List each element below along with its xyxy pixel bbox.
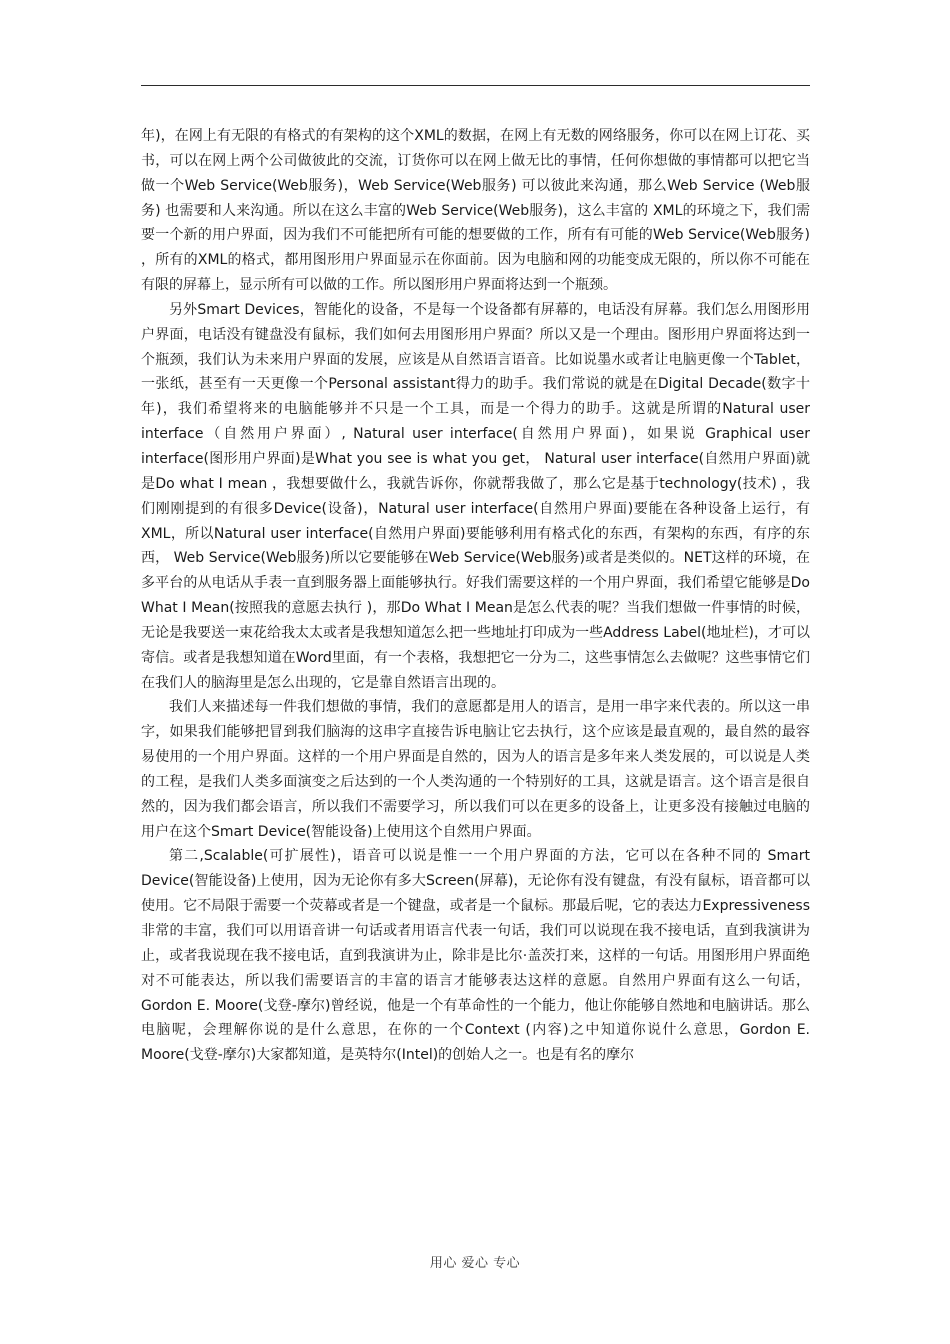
paragraph-1: 年)，在网上有无限的有格式的有架构的这个XML的数据，在网上有无数的网络服务，你可以在网上订花、买书，可以在网上两个公司做彼此的交流，订货你可以在网上做无比的事情，任何你想做的事情都可以把它当做一个Web Service(Web服务)，Web Service(Web服务) 可以彼此来沟通，那么Web Service (Web服务) 也需要和人来沟通。所以在这么丰富的Web Service(Web服务)，这么丰富的 XML的环境之下，我们需要一个新的用户界面，因为我们不可能把所有可能的想要做的工作，所有有可能的Web Service(Web服务) ，所有的XML的格式，都用图形用户界面显示在你面前。因为电脑和网的功能变成无限的，所以你不可能在有限的屏幕上，显示所有可以做的工作。所以图形用户界面将达到一个瓶颈。 [141, 128, 810, 294]
header-rule [141, 85, 810, 86]
paragraph-3: 我们人来描述每一件我们想做的事情，我们的意愿都是用人的语言，是用一串字来代表的。所以这一串字，如果我们能够把冒到我们脑海的这串字直接告诉电脑让它去执行，这个应该是最直观的，最自然的最容易使用的一个用户界面。这样的一个用户界面是自然的，因为人的语言是多年来人类发展的，可以说是人类的工程，是我们人类多面演变之后达到的一个人类沟通的一个特别好的工具，这就是语言。这个语言是很自然的，因为我们都会语言，所以我们不需要学习，所以我们可以在更多的设备上，让更多没有接触过电脑的用户在这个Smart Device(智能设备)上使用这个自然用户界面。 [141, 699, 810, 840]
paragraph-2: 另外Smart Devices，智能化的设备，不是每一个设备都有屏幕的，电话没有屏幕。我们怎么用图形用户界面，电话没有键盘没有鼠标，我们如何去用图形用户界面？所以又是一个理由。图形用户界面将达到一个瓶颈，我们认为未来用户界面的发展，应该是从自然语言语音。比如说墨水或者让电脑更像一个Tablet，一张纸，甚至有一天更像一个Personal assistant得力的助手。我们常说的就是在Digital Decade(数字十年)，我们希望将来的电脑能够并不只是一个工具，而是一个得力的助手。这就是所谓的Natural user interface（自然用户界面）, Natural user interface(自然用户界面)，如果说 Graphical user interface(图形用户界面)是What you see is what you get， Natural user interface(自然用户界面)就是Do what I mean ，我想要做什么，我就告诉你，你就帮我做了，那么它是基于technology(技术) ，我们刚刚提到的有很多Device(设备)，Natural user interface(自然用户界面)要能在各种设备上运行，有 XML，所以Natural user interface(自然用户界面)要能够利用有格式化的东西，有架构的东西，有序的东西， Web Service(Web服务)所以它要能够在Web Service(Web服务)或者是类似的。NET这样的环境，在多平台的从电话从手表一直到服务器上面能够执行。好我们需要这样的一个用户界面，我们希望它能够是Do What I Mean(按照我的意愿去执行 )，那Do What I Mean是怎么代表的呢？当我们想做一件事情的时候，无论是我要送一束花给我太太或者是我想知道怎么把一些地址打印成为一些Address Label(地址栏)，才可以寄信。或者是我想知道在Word里面，有一个表格，我想把它一分为二，这些事情怎么去做呢？这些事情它们在我们人的脑海里是怎么出现的，它是靠自然语言出现的。 [141, 301, 810, 691]
page-footer: 用心 爱心 专心 [429, 1256, 521, 1271]
paragraph-4: 第二,Scalable(可扩展性)，语音可以说是惟一一个用户界面的方法，它可以在各种不同的 Smart Device(智能设备)上使用，因为无论你有多大Screen(屏幕)，无论你有没有键盘，有没有鼠标，语音都可以使用。它不局限于需要一个荧幕或者是一个键盘，或者是一个鼠标。那最后呢，它的表达力Expressiveness非常的丰富，我们可以用语音讲一句话或者用语言代表一句话，我们可以说现在我不接电话，直到我演讲为止，或者我说现在我不接电话，直到我演讲为止，除非是比尔·盖茨打来，这样的一句话。用图形用户界面绝对不可能表达，所以我们需要语言的丰富的语言才能够表达这样的意愿。自然用户界面有这么一句话， Gordon E. Moore(戈登-摩尔)曾经说，他是一个有革命性的一个能力，他让你能够自然地和电脑讲话。那么电脑呢，会理解你说的是什么意思，在你的一个Context (内容)之中知道你说什么意思，Gordon E. Moore(戈登-摩尔)大家都知道，是英特尔(Intel)的创始人之一。也是有名的摩尔 [141, 848, 810, 1064]
document-body [141, 124, 810, 1068]
